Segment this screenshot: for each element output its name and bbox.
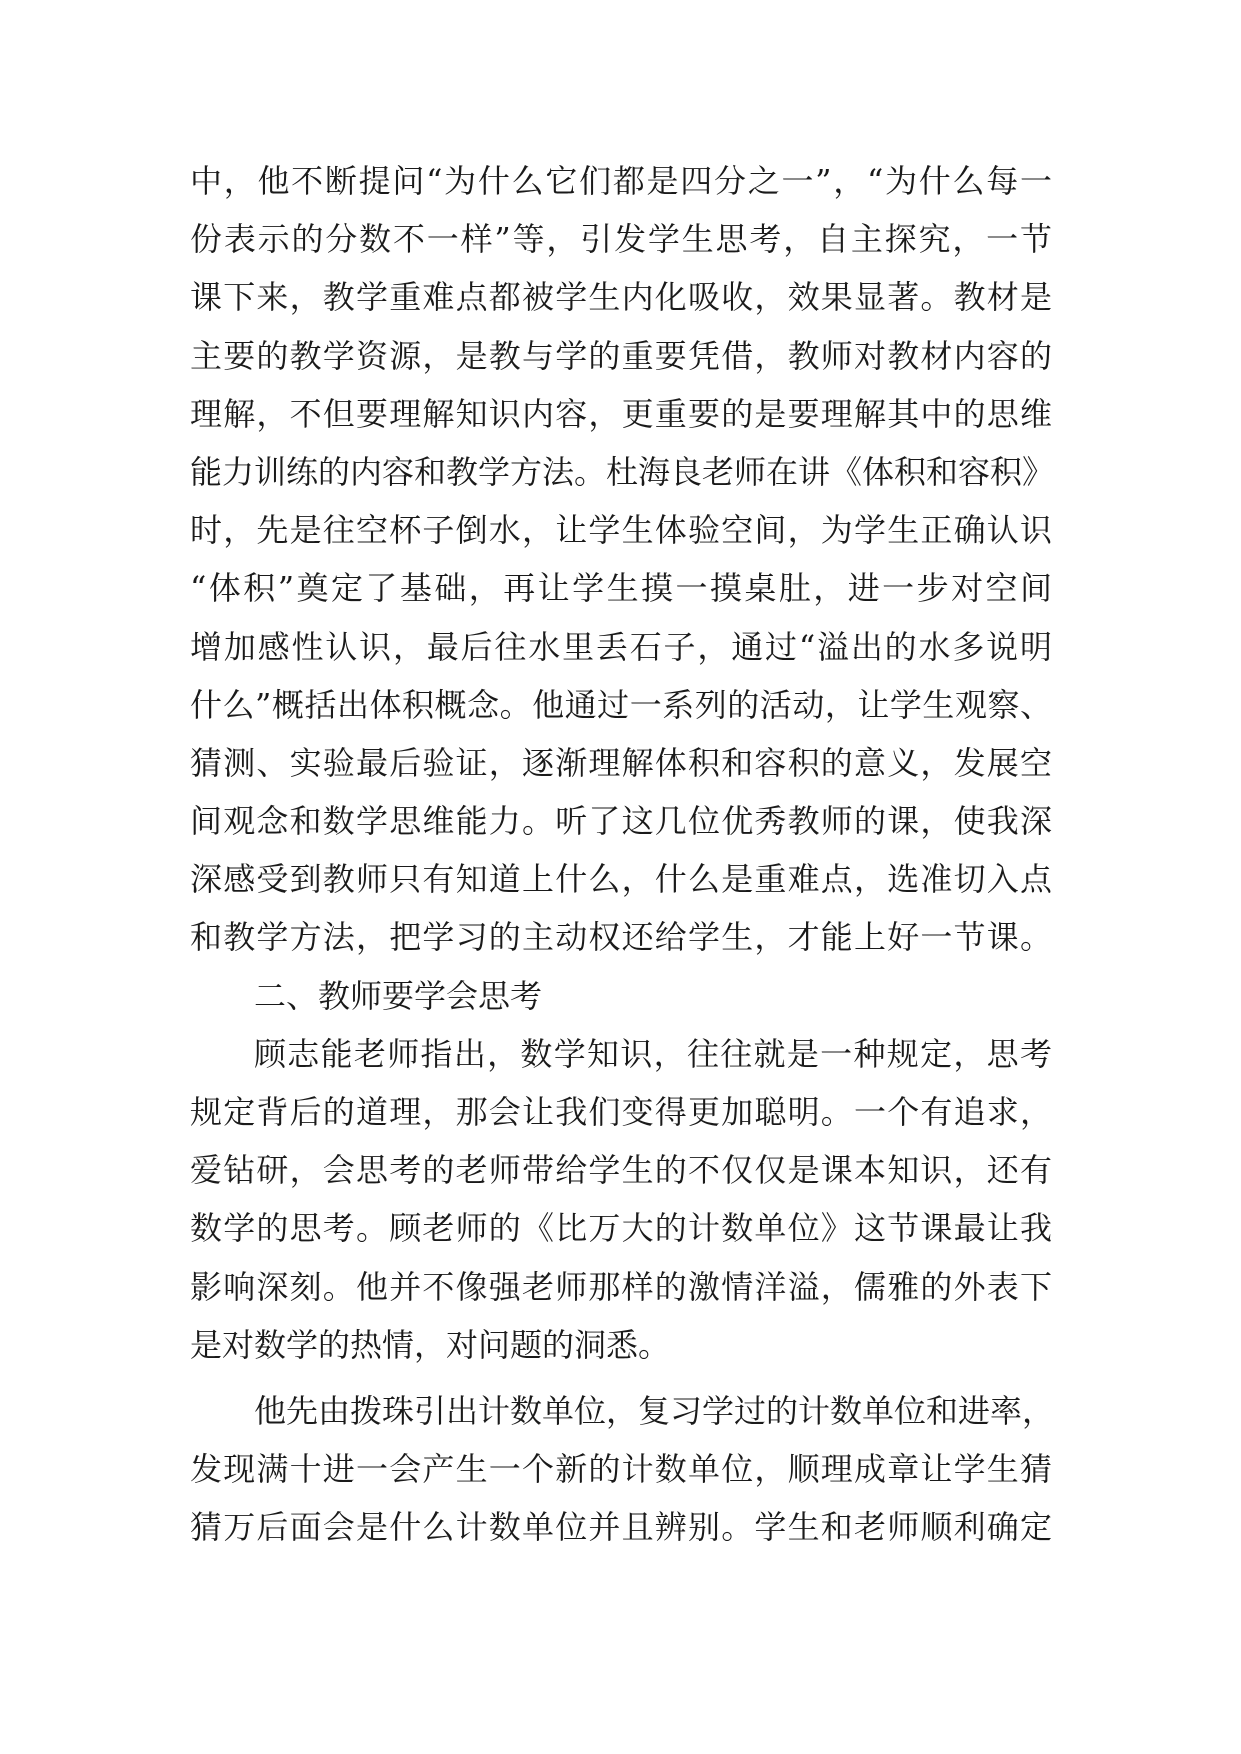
paragraph-line: 理解，不但要理解知识内容，更重要的是要理解其中的思维 — [190, 394, 1052, 433]
paragraph-line: 份表示的分数不一样”等，引发学生思考，自主探究，一节 — [190, 220, 1052, 259]
paragraph-line: 规定背后的道理，那会让我们变得更加聪明。一个有追求， — [190, 1093, 1052, 1131]
paragraph-line: 深感受到教师只有知道上什么，什么是重难点，选准切入点 — [190, 860, 1052, 899]
paragraph-line: 他先由拨珠引出计数单位，复习学过的计数单位和进率， — [254, 1391, 1055, 1430]
paragraph-line: 猜测、实验最后验证，逐渐理解体积和容积的意义，发展空 — [190, 743, 1052, 782]
paragraph-line: 和教学方法，把学习的主动权还给学生，才能上好一节课。 — [190, 918, 1052, 957]
paragraph-line: 数学的思考。顾老师的《比万大的计数单位》这节课最让我 — [190, 1209, 1052, 1248]
paragraph-3 — [190, 1382, 1055, 1557]
paragraph-line: 猜万后面会是什么计数单位并且辨别。学生和老师顺利确定 — [190, 1508, 1052, 1547]
paragraph-line: 间观念和数学思维能力。听了这几位优秀教师的课，使我深 — [190, 802, 1052, 841]
paragraph-1 — [190, 152, 1055, 967]
paragraph-2 — [190, 1025, 1052, 1374]
paragraph-line: 是对数学的热情，对问题的洞悉。 — [190, 1325, 671, 1364]
paragraph-line: 课下来，教学重难点都被学生内化吸收，效果显著。教材是 — [190, 278, 1052, 317]
paragraph-line: 爱钻研，会思考的老师带给学生的不仅仅是课本知识，还有 — [190, 1151, 1052, 1190]
paragraph-line: 能力训练的内容和教学方法。杜海良老师在讲《体积和容积》 — [190, 452, 1055, 491]
paragraph-line: 顾志能老师指出，数学知识，往往就是一种规定，思考 — [254, 1034, 1052, 1073]
paragraph-line: 中，他不断提问“为什么它们都是四分之一”，“为什么每一 — [190, 162, 1052, 200]
paragraph-line: 什么”概括出体积概念。他通过一系列的活动，让学生观察、 — [190, 685, 1052, 724]
paragraph-line: 影响深刻。他并不像强老师那样的激情洋溢，儒雅的外表下 — [190, 1267, 1052, 1306]
paragraph-line: 发现满十进一会产生一个新的计数单位，顺理成章让学生猜 — [190, 1450, 1052, 1489]
paragraph-line: 主要的教学资源，是教与学的重要凭借，教师对教材内容的 — [190, 336, 1052, 375]
paragraph-line: 时，先是往空杯子倒水，让学生体验空间，为学生正确认识 — [190, 511, 1052, 550]
section-heading: 二、教师要学会思考 — [254, 976, 543, 1015]
paragraph-line: “体积”奠定了基础，再让学生摸一摸桌肚，进一步对空间 — [190, 569, 1052, 608]
body-text — [190, 152, 1055, 1557]
paragraph-line: 增加感性认识，最后往水里丢石子，通过“溢出的水多说明 — [190, 627, 1052, 666]
